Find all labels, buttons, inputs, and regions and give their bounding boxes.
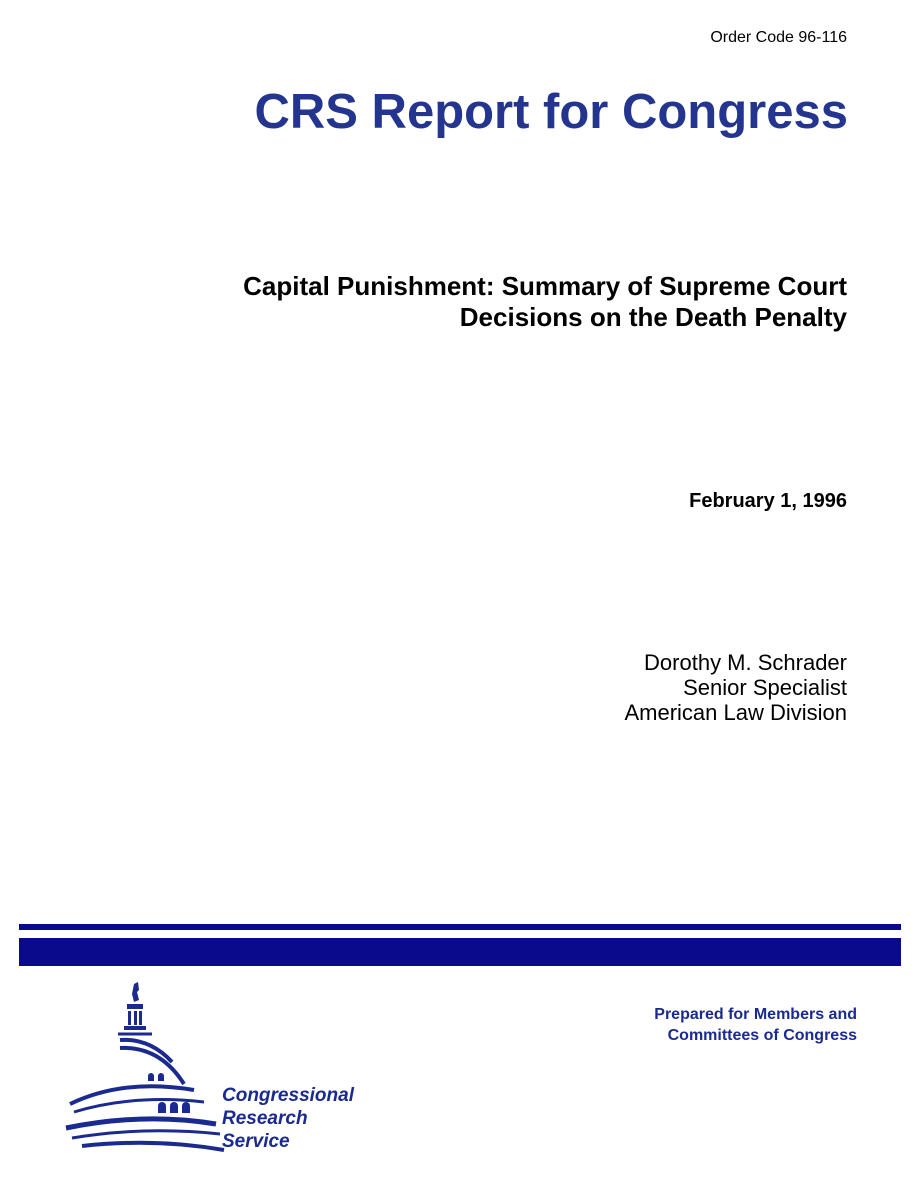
report-title-line-2: Decisions on the Death Penalty — [459, 302, 847, 332]
report-title — [87, 271, 847, 333]
prepared-line-2: Committees of Congress — [667, 1027, 857, 1044]
order-code: Order Code 96-116 — [710, 29, 847, 46]
capitol-dome-icon — [64, 978, 234, 1168]
logo-line-1: Congressional — [222, 1085, 354, 1106]
report-title-line-1: Capital Punishment: Summary of Supreme Court — [243, 271, 847, 301]
logo-line-2: Research — [222, 1108, 308, 1129]
prepared-for — [654, 1004, 857, 1046]
author-block — [624, 650, 847, 725]
report-date: February 1, 1996 — [689, 490, 847, 512]
crs-logo-wordmark — [222, 1084, 354, 1153]
author-name: Dorothy M. Schrader — [644, 650, 847, 675]
author-position: Senior Specialist — [683, 675, 847, 700]
divider-thick — [19, 938, 901, 966]
author-division: American Law Division — [624, 700, 847, 725]
divider-thin — [19, 924, 901, 930]
logo-line-3: Service — [222, 1131, 290, 1152]
masthead-title: CRS Report for Congress — [254, 85, 848, 139]
prepared-line-1: Prepared for Members and — [654, 1006, 857, 1023]
